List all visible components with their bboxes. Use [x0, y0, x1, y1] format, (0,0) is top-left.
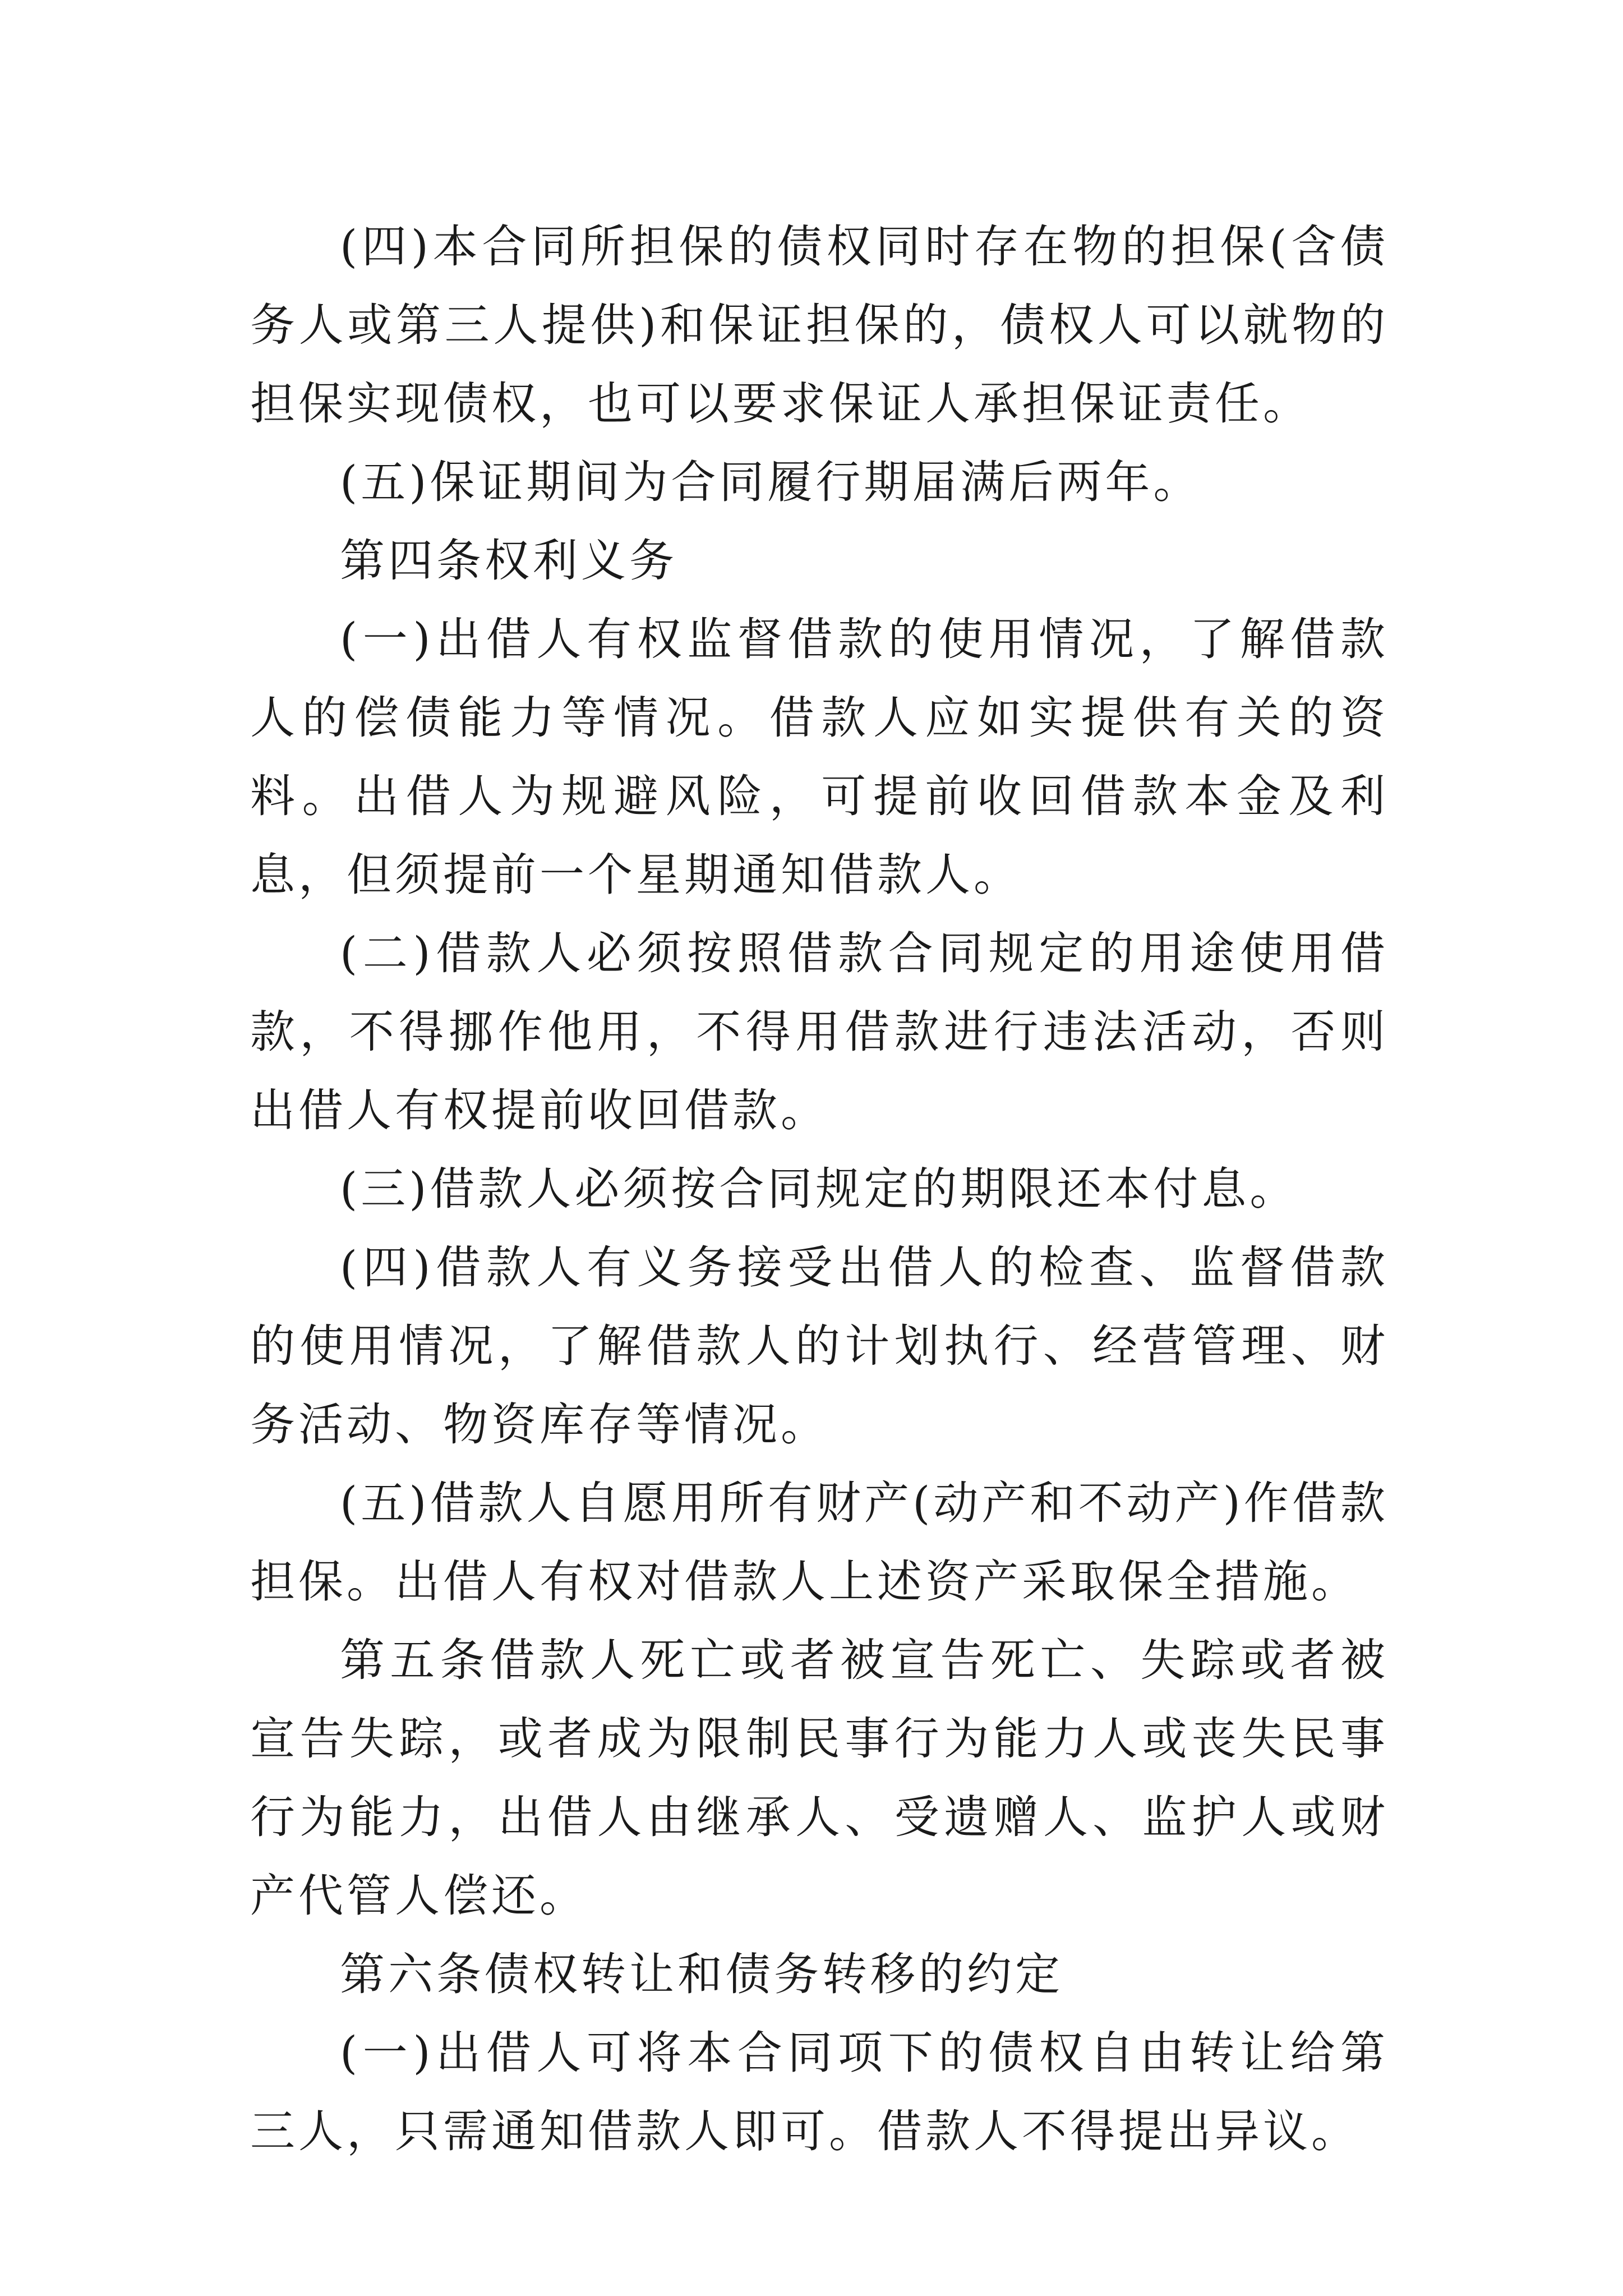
article-4-heading: 第四条权利义务: [340, 535, 677, 587]
document-body: [250, 208, 1389, 2171]
paragraph-rights-2: (二)借款人必须按照借款合同规定的用途使用借款，不得挪作他用，不得用借款进行违法活动，否则出借人有权提前收回借款。: [250, 927, 1389, 1137]
paragraph-transfer-1: (一)出借人可将本合同项下的债权自由转让给第三人，只需通知借款人即可。借款人不得提出异议。: [250, 2027, 1389, 2157]
paragraph-guarantee-5: (五)保证期间为合同履行期届满后两年。: [340, 456, 1202, 508]
paragraph-rights-3: (三)借款人必须按合同规定的期限还本付息。: [340, 1163, 1298, 1215]
paragraph-guarantee-4: (四)本合同所担保的债权同时存在物的担保(含债务人或第三人提供)和保证担保的，债权人可以就物的担保实现债权，也可以要求保证人承担保证责任。: [250, 220, 1389, 430]
article-5-paragraph: 第五条借款人死亡或者被宣告死亡、失踪或者被宣告失踪，或者成为限制民事行为能力人或丧失民事行为能力，出借人由继承人、受遗赠人、监护人或财产代管人偿还。: [250, 1634, 1389, 1922]
article-6-heading: 第六条债权转让和债务转移的约定: [340, 1948, 1063, 2000]
paragraph-rights-1: (一)出借人有权监督借款的使用情况，了解借款人的偿债能力等情况。借款人应如实提供有关的资料。出借人为规避风险，可提前收回借款本金及利息，但须提前一个星期通知借款人。: [250, 613, 1389, 901]
paragraph-rights-5: (五)借款人自愿用所有财产(动产和不动产)作借款担保。出借人有权对借款人上述资产采取保全措施。: [250, 1477, 1389, 1608]
paragraph-rights-4: (四)借款人有义务接受出借人的检查、监督借款的使用情况，了解借款人的计划执行、经营管理、财务活动、物资库存等情况。: [250, 1241, 1389, 1451]
